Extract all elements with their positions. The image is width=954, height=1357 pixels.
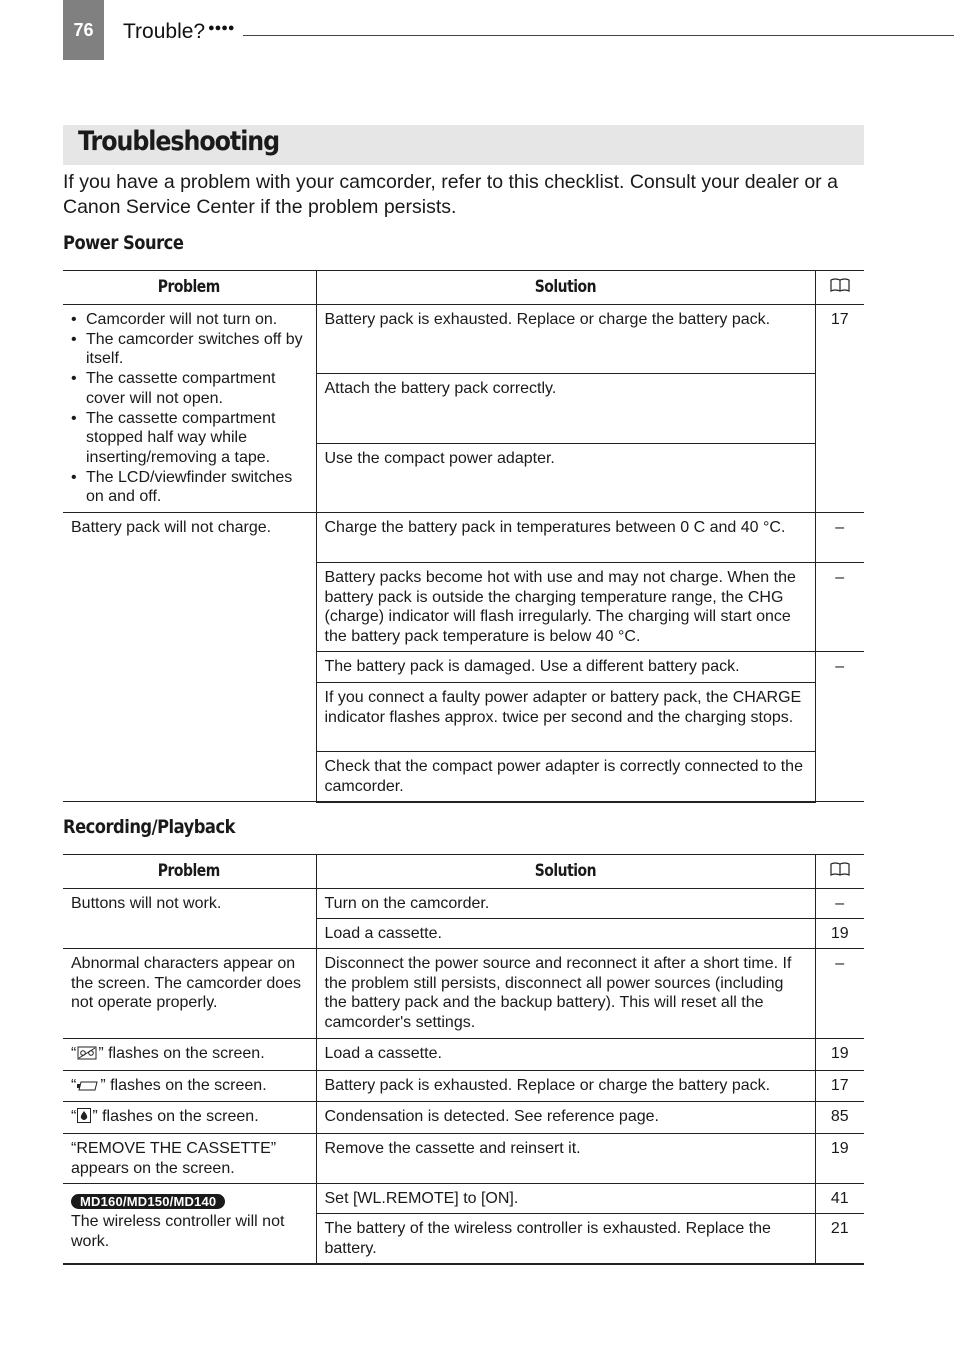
solution-column-header: Solution	[316, 855, 815, 889]
power-source-table	[63, 270, 864, 803]
problem-cell: “ ” flashes on the screen.	[63, 1070, 316, 1102]
power-source-heading: Power Source	[63, 232, 184, 254]
problem-cell: Battery pack will not charge.	[63, 513, 316, 802]
problem-cell: Buttons will not work.	[63, 889, 316, 949]
table-row	[63, 1039, 864, 1071]
solution-cell: Remove the cassette and reinsert it.	[316, 1134, 815, 1184]
book-icon	[815, 855, 864, 889]
table-row	[63, 1134, 864, 1184]
solution-cell: Load a cassette.	[316, 919, 815, 949]
solution-column-header: Solution	[316, 271, 815, 305]
problem-list	[71, 310, 308, 507]
reference-cell: –	[815, 652, 864, 802]
reference-cell: –	[815, 889, 864, 919]
solution-cell: Load a cassette.	[316, 1039, 815, 1071]
reference-cell: 17	[815, 305, 864, 513]
page-title: Troubleshooting	[78, 126, 280, 157]
cassette-icon	[77, 1046, 97, 1066]
problem-column-header: Problem	[63, 271, 316, 305]
recording-playback-table	[63, 854, 864, 1265]
list-item: • The camcorder switches off by itself.	[71, 330, 308, 369]
solution-cell: The battery pack is damaged. Use a different battery pack.	[316, 652, 815, 683]
table-row	[63, 1070, 864, 1102]
solution-cell: Disconnect the power source and reconnect it after a short time. If the problem still persists, disconnect all power sources (including the battery pack and the backup battery). This will reset all the camcorder's settings.	[316, 949, 815, 1039]
solution-cell: Attach the battery pack correctly.	[316, 374, 815, 443]
model-badge: MD160/MD150/MD140	[71, 1194, 225, 1209]
problem-cell: Abnormal characters appear on the screen. The camcorder does not operate properly.	[63, 949, 316, 1039]
problem-cell	[63, 305, 316, 513]
solution-cell: Battery pack is exhausted. Replace or charge the battery pack.	[316, 1070, 815, 1102]
solution-cell: The battery of the wireless controller is exhausted. Replace the battery.	[316, 1214, 815, 1264]
header-dots: ●●●●	[208, 22, 235, 34]
solution-cell: Charge the battery pack in temperatures between 0 C and 40 °C.	[316, 513, 815, 563]
header-rule	[243, 35, 954, 36]
solution-cell: Use the compact power adapter.	[316, 443, 815, 512]
problem-cell	[63, 1184, 316, 1264]
table-header-row	[63, 855, 864, 889]
battery-icon	[77, 1078, 99, 1098]
table-header-row	[63, 271, 864, 305]
solution-cell: Check that the compact power adapter is correctly connected to the camcorder.	[316, 752, 815, 802]
reference-cell: –	[815, 563, 864, 652]
list-item: • The LCD/viewfinder switches on and off.	[71, 468, 308, 507]
list-item: • The cassette compartment stopped half way while inserting/removing a tape.	[71, 409, 308, 468]
list-item: • Camcorder will not turn on.	[71, 310, 308, 330]
problem-cell: “ ” flashes on the screen.	[63, 1039, 316, 1071]
reference-cell: 17	[815, 1070, 864, 1102]
solution-cell: If you connect a faulty power adapter or battery pack, the CHARGE indicator flashes approx. twice per second and the charging stops.	[316, 683, 815, 752]
solution-cell: Set [WL.REMOTE] to [ON].	[316, 1184, 815, 1214]
reference-cell: 19	[815, 1134, 864, 1184]
page-number: 76	[63, 0, 104, 60]
reference-cell: 21	[815, 1214, 864, 1264]
solution-cell: Condensation is detected. See reference page.	[316, 1102, 815, 1134]
solution-cell: Turn on the camcorder.	[316, 889, 815, 919]
problem-text: The wireless controller will not work.	[71, 1212, 285, 1250]
table-row	[63, 949, 864, 1039]
reference-cell: 19	[815, 919, 864, 949]
solution-cell: Battery packs become hot with use and may not charge. When the battery pack is outside the charging temperature range, the CHG (charge) indicator will flash irregularly. The charging will start once the battery pack temperature is below 40 °C.	[316, 563, 815, 652]
book-icon	[815, 271, 864, 305]
intro-text: If you have a problem with your camcorder, refer to this checklist. Consult your dealer or a Canon Service Center if the problem persists.	[63, 171, 838, 218]
reference-cell: –	[815, 513, 864, 563]
problem-cell: “REMOVE THE CASSETTE” appears on the screen.	[63, 1134, 316, 1184]
section-title: Trouble?	[123, 20, 206, 43]
reference-cell: 19	[815, 1039, 864, 1071]
reference-cell: –	[815, 949, 864, 1039]
problem-cell: “ ” flashes on the screen.	[63, 1102, 316, 1134]
title-bar	[63, 125, 864, 165]
condensation-icon	[77, 1108, 91, 1129]
table-row	[63, 889, 864, 919]
recording-playback-heading: Recording/Playback	[63, 816, 235, 838]
table-row	[63, 513, 864, 563]
list-item: • The cassette compartment cover will not open.	[71, 369, 308, 408]
table-row	[63, 1184, 864, 1214]
reference-cell: 85	[815, 1102, 864, 1134]
solution-cell: Battery pack is exhausted. Replace or charge the battery pack.	[316, 305, 815, 374]
table-row	[63, 1102, 864, 1134]
table-row	[63, 305, 864, 374]
problem-column-header: Problem	[63, 855, 316, 889]
reference-cell: 41	[815, 1184, 864, 1214]
